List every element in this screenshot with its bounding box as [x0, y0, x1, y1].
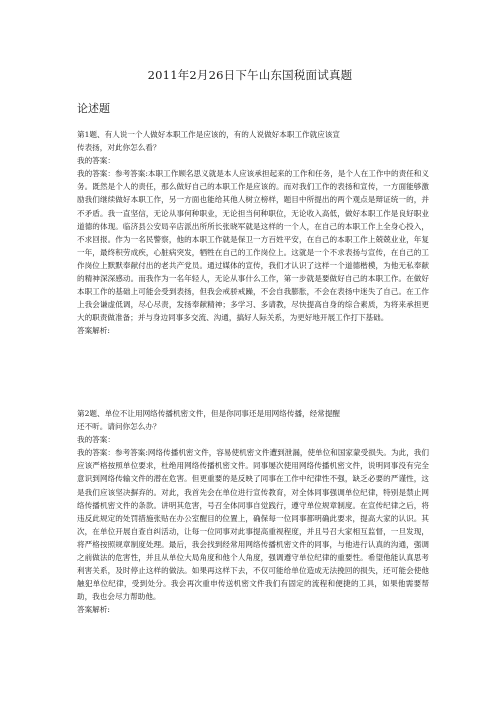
question-block-1 [77, 128, 429, 338]
answer-text: 我的答案：参考答案:本职工作顾名思义就是本人应该承担起来的工作和任务，是个人在工作中的责任和义务。既然是个人的责任，那么做好自己的本职工作是应该的。而对我们工作的表扬和宣传，一方面能够激励我们继续做好本职工作，另一方面也能给其他人树立榜样，题目中所提出的两个观点是辩证统一的，并不矛盾。我一直坚信，无论从事何种职业，无论担当何种职位，无论收入高低，做好本职工作是良好职业道德的体现。临济县公安局辛店派出所所长张晓军就是这样的一个人，在自己的本职工作上全身心投入，不求回报。作为一名民警察，他的本职工作就是保卫一方百姓平安，在自己的本职工作上兢兢业业，年复一年，最终积劳成疾，心脏病突发，牺牲在自己的工作岗位上。这就是一个不求表扬与宣传，在自己的工作岗位上默默奉献付出的老共产党员。通过媒体的宣传，我们才认识了这样一个道德楷模，为他无私奉献的精神深深感动。而我作为一名年轻人，无论从事什么工作，第一步就是要做好自己的本职工作。在做好本职工作的基础上可能会受到表扬，但我会戒骄戒躁，不会自我膨胀，不会在表扬中迷失了自己。在工作上我会谦虚低调，尽心尽责，发扬奉献精神；多学习、多请教，尽快提高自身的综合素质，为将来承担更大的职责做准备；并与身边同事多交流、沟通，搞好人际关系，为更好地开展工作打下基础。 [77, 169, 429, 323]
question-text: 第2题、单位不让用网络传播机密文件，但是你同事还是用网络传播，经常提醒 还不听。请问你怎么办？ [77, 409, 341, 432]
question-block-2 [77, 407, 429, 617]
answer-text: 我的答案：参考答案:网络传播机密文件，容易使机密文件遭到泄漏，使单位和国家蒙受损失。为此，我们应该严格按照单位要求，杜绝用网络传播机密文件。同事屡次使用网络传播机密文件，说明同事没有完全意识到网络传输文件的潜在危害。但更重要的是反映了同事在工作中纪律性不强，缺乏必要的严谨性，这是我们应该坚决摒弃的。对此，我首先会在单位进行宣传教育，对全体同事强调单位纪律，特别是禁止网络传播机密文件的条款。讲明其危害，号召全体同事自觉践行，遵守单位规章制度。在宣传纪律之后，将违反此规定的处罚措施张贴在办公室醒目的位置上，确保每一位同事都明确此要求，提高大家的认识。其次，在单位开展自查自纠活动，让每一位同事对此事提高重视程度，并且号召大家相互监督，一旦发现，将严格按照规章制度处理。最后，我会找到经常用网络传播机密文件的同事，与他进行认真的沟通，强调之前做法的危害性，并且从单位大局角度和他个人角度，强调遵守单位纪律的重要性。希望他能认真思考利害关系，及时停止这样的做法。如果再这样下去，不仅可能给单位造成无法挽回的损失，还可能会使他触犯单位纪律，受到处分。我会再次重申传送机密文件我们有固定的流程和便捷的工具，如果他需要帮助，我也会尽力帮助他。 [77, 448, 429, 602]
section-heading: 论述题 [77, 102, 110, 115]
question-text: 第1题、有人说一个人做好本职工作是应该的，有的人说做好本职工作就应该宣 传表扬，对此你怎么看？ [77, 130, 341, 153]
answer-label: 我的答案： [77, 435, 115, 445]
analysis-label: 答案解析: [77, 326, 110, 336]
document-title: 2011年2月26日下午山东国税面试真题 [147, 68, 353, 82]
answer-label: 我的答案： [77, 156, 115, 166]
analysis-label: 答案解析: [77, 605, 110, 615]
